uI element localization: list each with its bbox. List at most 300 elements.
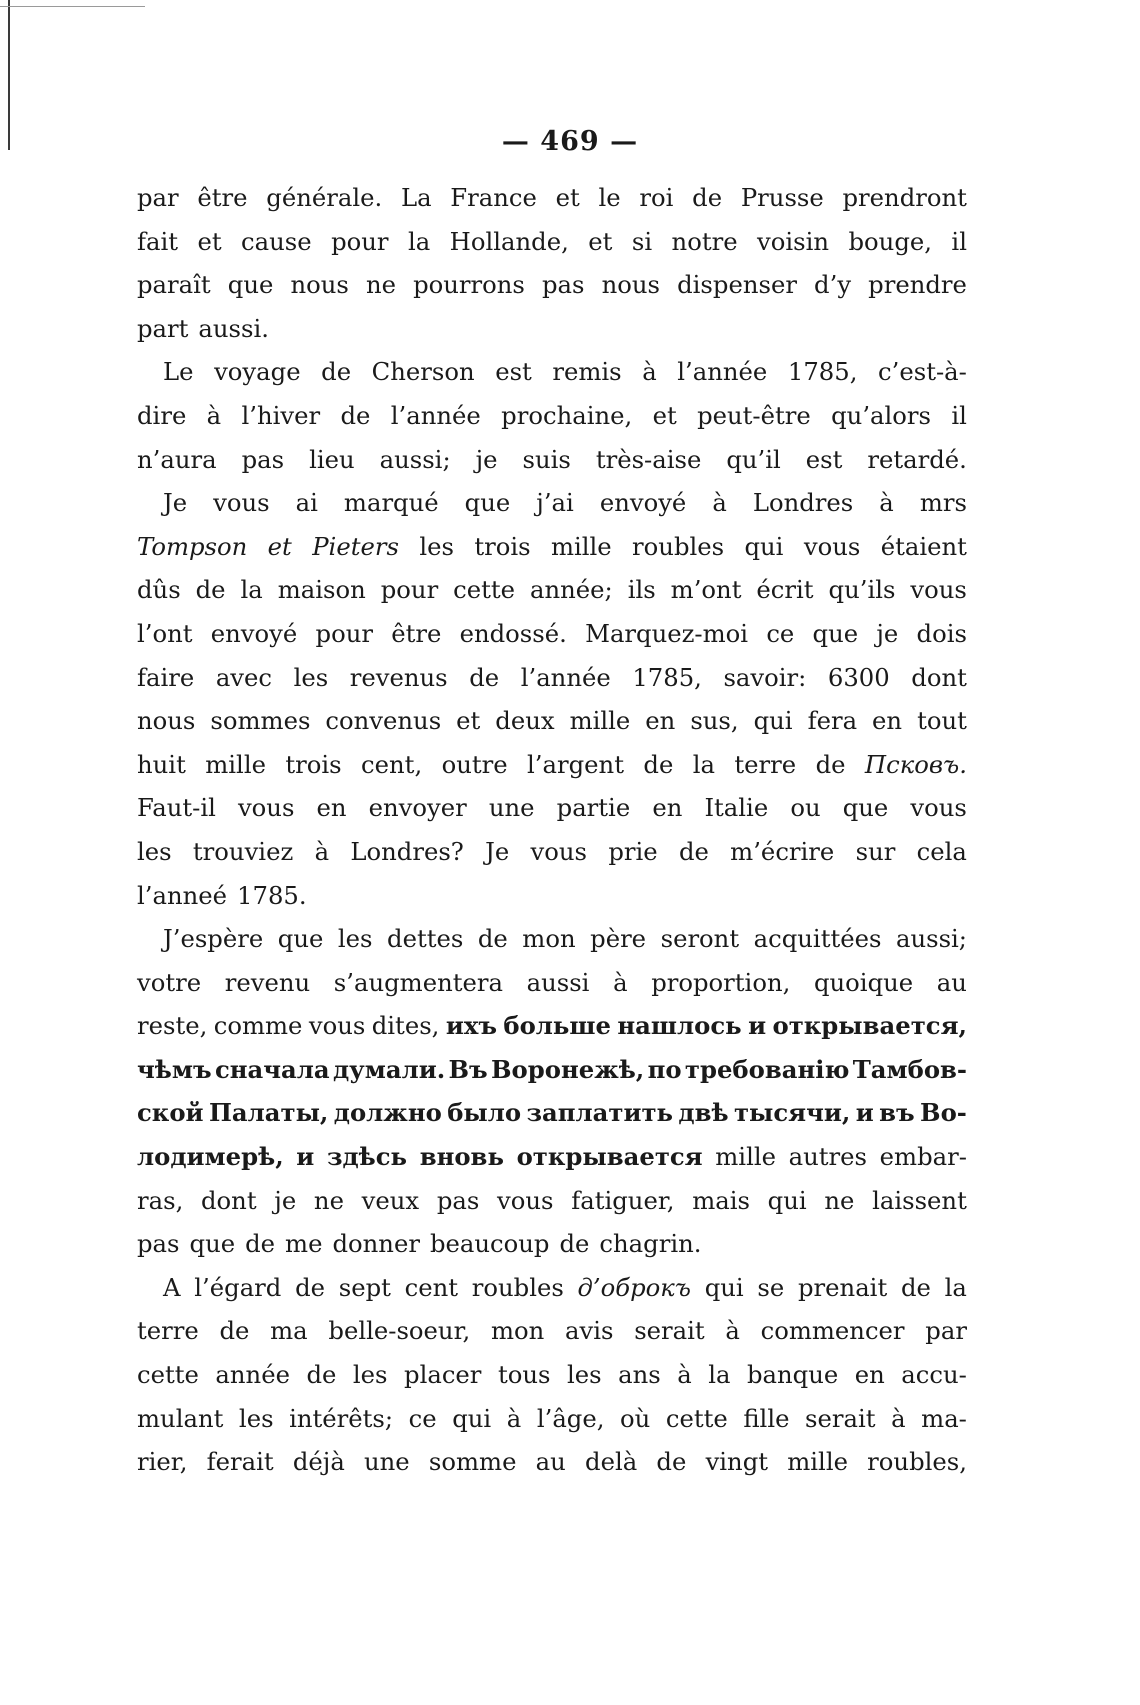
word: de (295, 1272, 326, 1302)
word: France (450, 183, 537, 212)
text-line (137, 1309, 967, 1353)
word: j’ai (536, 488, 574, 518)
word: mulant (137, 1403, 224, 1433)
word: сначала (214, 1054, 330, 1084)
word: sommes (210, 706, 311, 736)
word: acquittées (753, 924, 882, 954)
word: de (306, 1360, 337, 1390)
text-line (137, 786, 967, 830)
word: de (469, 662, 500, 692)
word: les (238, 1403, 274, 1433)
word: seront (660, 924, 740, 954)
word: embar- (879, 1142, 967, 1172)
word: mon (490, 1316, 545, 1346)
word: mrs (919, 488, 967, 518)
word: de (656, 1447, 687, 1477)
word: въ (879, 1098, 915, 1128)
word: ils (627, 575, 656, 605)
word: savoir: (723, 662, 807, 692)
word: que (227, 270, 274, 300)
text-line (137, 612, 967, 656)
word: l’année (390, 400, 481, 430)
word: prie (608, 836, 658, 866)
word: Je (485, 836, 510, 866)
word: pour (380, 575, 439, 605)
word: terre (137, 1316, 199, 1346)
text-line (137, 263, 967, 307)
word: dire (137, 400, 187, 430)
word: l’année (677, 357, 768, 387)
word: de (195, 575, 226, 605)
word: и (296, 1142, 315, 1172)
word: voyage (214, 357, 301, 387)
word: très-aise (595, 444, 702, 474)
word: les (566, 1360, 602, 1390)
word: д’оброкъ (577, 1272, 691, 1302)
word: que (277, 924, 324, 954)
word: prochaine, (501, 400, 633, 430)
word: prendront (842, 183, 967, 212)
word: l’égard (194, 1272, 282, 1302)
word: les (352, 1360, 388, 1390)
word: Londres? (350, 836, 464, 866)
word: outre (441, 749, 508, 779)
word: l’argent (527, 749, 624, 779)
text-line (137, 917, 967, 961)
word: tous (497, 1360, 551, 1390)
word: sus, (690, 706, 739, 736)
text-line (137, 656, 967, 700)
word: à (642, 357, 657, 387)
word: année; (530, 575, 613, 605)
word: que (189, 1229, 236, 1259)
word: aussi; (895, 924, 967, 954)
word: ской (137, 1098, 204, 1128)
word: m’ont (670, 575, 742, 605)
text-line (137, 1004, 967, 1048)
text-line (137, 1179, 967, 1223)
word: Cherson (371, 357, 475, 387)
word: les (293, 662, 329, 692)
word: en (854, 1360, 885, 1390)
word: somme (428, 1447, 517, 1477)
text-line (137, 220, 967, 264)
word: je (475, 444, 498, 474)
word: ans (618, 1360, 661, 1390)
word: de (477, 924, 508, 954)
word: vous (803, 531, 861, 561)
word: n’aura (137, 444, 217, 474)
word: cela (916, 836, 967, 866)
word: trois (285, 749, 342, 779)
word: est (495, 357, 532, 387)
word: envoyer (368, 793, 467, 823)
word: serait (805, 1403, 876, 1433)
text-line (137, 1222, 967, 1266)
word: accu- (901, 1360, 967, 1390)
word: qui (704, 1272, 744, 1302)
word: s’augmentera (333, 967, 503, 997)
word: dettes (387, 924, 464, 954)
word: placer (404, 1360, 482, 1390)
word: fatiguer, (571, 1185, 675, 1215)
word: de (815, 749, 846, 779)
word: fait (137, 226, 179, 256)
word: Псковъ. (864, 749, 967, 779)
text-line (137, 1353, 967, 1397)
word: serait (634, 1316, 705, 1346)
word: 6300 (827, 662, 890, 692)
word: à (879, 488, 894, 518)
word: au (535, 1447, 566, 1477)
word: c’est-à- (878, 357, 967, 387)
word: vous (910, 793, 967, 823)
word: Палаты, (208, 1098, 329, 1128)
text-line (137, 568, 967, 612)
word: de (678, 836, 709, 866)
text-line (137, 1266, 967, 1310)
text-line (137, 874, 967, 918)
word: envoyé (210, 618, 298, 648)
word: vous (530, 836, 588, 866)
word: pas (137, 1229, 180, 1259)
word: mille (550, 531, 612, 561)
word: de (643, 749, 674, 779)
word: Въ (448, 1054, 488, 1084)
word: qui (767, 1185, 807, 1215)
word: et (267, 531, 292, 561)
word: двѣ (678, 1098, 729, 1128)
word: ne (365, 270, 396, 300)
text-line (137, 350, 967, 394)
word: ai (295, 488, 318, 518)
word: d’y (814, 270, 852, 300)
word: à (725, 1316, 740, 1346)
word: par (137, 183, 179, 212)
word: trois (474, 531, 531, 561)
word: belle-soeur, (328, 1316, 471, 1346)
word: peut-être (697, 400, 811, 430)
word: déjà (292, 1447, 345, 1477)
word: здѣсь (326, 1142, 408, 1172)
word: Pieters (312, 531, 399, 561)
word: générale. (266, 183, 383, 212)
word: de (340, 400, 371, 430)
word: à (613, 967, 628, 997)
word: à (712, 488, 727, 518)
word: dont (911, 662, 967, 692)
word: partie (556, 793, 631, 823)
word: autres (788, 1142, 868, 1172)
word: beaucoup (429, 1229, 550, 1259)
word: roubles (632, 531, 725, 561)
word: ne (313, 1185, 344, 1215)
word: je (876, 618, 899, 648)
word: sur (855, 836, 896, 866)
word: 1785, (632, 662, 702, 692)
word: l’ont (137, 618, 193, 648)
word: envoyé (599, 488, 687, 518)
word: pourrons (413, 270, 525, 300)
word: en (645, 706, 676, 736)
word: vous (213, 488, 270, 518)
word: les (419, 531, 454, 561)
word: думали. (332, 1054, 446, 1084)
word: prendre (868, 270, 967, 300)
word: pas (241, 444, 285, 474)
word: fille (743, 1403, 790, 1433)
word: Tompson (137, 531, 248, 561)
word: 1785. (237, 880, 307, 910)
word: Во- (920, 1098, 967, 1128)
word: écrit (756, 575, 814, 605)
word: de (245, 1229, 276, 1259)
word: il (951, 400, 967, 430)
word: vous (308, 1011, 366, 1041)
word: aussi; (379, 444, 451, 474)
word: quoique (813, 967, 914, 997)
word: avis (565, 1316, 614, 1346)
word: de (900, 1272, 931, 1302)
word: Hollande, (449, 226, 569, 256)
word: votre (137, 967, 202, 997)
word: ce (766, 618, 795, 648)
word: qui (452, 1403, 492, 1433)
word: mon (522, 924, 576, 954)
word: cette (453, 575, 516, 605)
word: aussi (526, 967, 590, 997)
word: le (598, 183, 621, 212)
word: huit (137, 749, 186, 779)
word: mille (787, 1447, 848, 1477)
word: faire (137, 662, 195, 692)
word: ferait (206, 1447, 274, 1477)
word: de (692, 183, 723, 212)
word: deux (495, 706, 555, 736)
word: vous (497, 1185, 554, 1215)
word: ne (824, 1185, 855, 1215)
word: à (891, 1403, 906, 1433)
word: больше (503, 1011, 611, 1041)
word: à (506, 1403, 522, 1433)
word: было (447, 1098, 522, 1128)
word: требованію (684, 1054, 850, 1084)
word: de (219, 1316, 250, 1346)
word: à (677, 1360, 692, 1390)
word: se (757, 1272, 785, 1302)
word: чѣмъ (137, 1054, 212, 1084)
word: en (872, 706, 903, 736)
word: rier, (137, 1447, 188, 1477)
word: pas (436, 1185, 480, 1215)
word: notre (671, 226, 738, 256)
word: voisin (757, 226, 830, 256)
word: Italie (704, 793, 769, 823)
word: roubles (471, 1272, 564, 1302)
word: et (456, 706, 481, 736)
word: nous (290, 270, 349, 300)
word: bouge, (848, 226, 932, 256)
word: étaient (880, 531, 967, 561)
word: en (316, 793, 347, 823)
text-line (137, 438, 967, 482)
word: et (555, 183, 580, 212)
word: по (647, 1054, 682, 1084)
word: Londres (752, 488, 854, 518)
word: и (855, 1098, 874, 1128)
word: et (588, 226, 613, 256)
word: laissent (872, 1185, 967, 1215)
word: fera (807, 706, 858, 736)
text-line (137, 1440, 967, 1484)
text-line (137, 1135, 967, 1179)
word: заплатить (526, 1098, 674, 1128)
word: cent, (361, 749, 423, 779)
word: вновь (419, 1142, 504, 1172)
word: нашлось (617, 1011, 742, 1041)
word: Je (163, 488, 188, 518)
word: ma- (921, 1403, 967, 1433)
word: dûs (137, 575, 181, 605)
word: me (285, 1229, 323, 1259)
text-line (137, 830, 967, 874)
word: que (842, 793, 889, 823)
word: mais (692, 1185, 750, 1215)
word: Le (163, 357, 194, 387)
text-line (137, 743, 967, 787)
word: cette (137, 1360, 199, 1390)
word: veux (361, 1185, 420, 1215)
word: année (215, 1360, 290, 1390)
word: retardé. (867, 444, 967, 474)
page-number: — 469 — (501, 126, 639, 157)
word: maison (277, 575, 366, 605)
word: mille (715, 1142, 776, 1172)
word: au (936, 967, 967, 997)
word: dois (916, 618, 967, 648)
word: открывается, (772, 1011, 967, 1041)
word: une (488, 793, 535, 823)
word: pour (331, 226, 389, 256)
word: trouviez (192, 836, 294, 866)
word: que (812, 618, 859, 648)
word: et (197, 226, 222, 256)
word: тысячи, (733, 1098, 851, 1128)
word: должно (333, 1098, 442, 1128)
word: mille (205, 749, 266, 779)
word: les (337, 924, 373, 954)
word: je (274, 1185, 297, 1215)
word: ce (408, 1403, 437, 1433)
word: que (464, 488, 511, 518)
word: Prusse (740, 183, 824, 212)
word: 1785, (787, 357, 858, 387)
word: part (137, 313, 189, 343)
word: ma (270, 1316, 308, 1346)
word: remis (552, 357, 622, 387)
word: avec (215, 662, 273, 692)
word: en (652, 793, 683, 823)
word: la (407, 226, 431, 256)
word: convenus (325, 706, 442, 736)
word: reste, (137, 1011, 208, 1041)
word: prenait (798, 1272, 888, 1302)
text-line (137, 481, 967, 525)
word: и (748, 1011, 767, 1041)
word: qu’ils (828, 575, 896, 605)
word: la (240, 575, 263, 605)
word: aussi. (198, 313, 269, 343)
word: être (391, 618, 442, 648)
word: qu’alors (831, 400, 932, 430)
word: de (559, 1229, 590, 1259)
word: roi (639, 183, 674, 212)
word: de (321, 357, 352, 387)
word: banque (746, 1360, 839, 1390)
word: il (951, 226, 967, 256)
word: nous (601, 270, 661, 300)
word: La (400, 183, 432, 212)
word: pour (315, 618, 373, 648)
word: à (314, 836, 330, 866)
word: chagrin. (599, 1229, 702, 1259)
word: comme (213, 1011, 303, 1041)
word: revenus (349, 662, 448, 692)
word: dispenser (677, 270, 797, 300)
word: père (590, 924, 647, 954)
word: dont (201, 1185, 257, 1215)
scan-edge-top (0, 6, 145, 7)
word: est (805, 444, 843, 474)
word: les (137, 836, 172, 866)
word: une (364, 1447, 410, 1477)
word: par (925, 1316, 967, 1346)
word: si (631, 226, 653, 256)
word: ихъ (445, 1011, 497, 1041)
text-line (137, 1397, 967, 1441)
word: marqué (343, 488, 439, 518)
word: delà (585, 1447, 638, 1477)
text-line (137, 394, 967, 438)
text-line (137, 961, 967, 1005)
word: paraît (137, 270, 211, 300)
word: Воронежѣ, (491, 1054, 645, 1084)
word: suis (522, 444, 571, 474)
word: cette (665, 1403, 728, 1433)
word: la (708, 1360, 731, 1390)
word: donner (332, 1229, 420, 1259)
word: cause (241, 226, 312, 256)
text-line (137, 176, 967, 220)
word: terre (734, 749, 797, 779)
word: endossé. (459, 618, 567, 648)
word: la (944, 1272, 967, 1302)
word: l’âge, (536, 1403, 605, 1433)
text-line (137, 1091, 967, 1135)
word: открывается (516, 1142, 703, 1172)
word: mille (569, 706, 631, 736)
word: commencer (760, 1316, 905, 1346)
word: proportion, (651, 967, 791, 997)
word: J’espère (163, 924, 264, 954)
word: cent (404, 1272, 459, 1302)
word: Marquez-moi (585, 618, 749, 648)
word: m’écrire (730, 836, 835, 866)
word: dites, (371, 1011, 440, 1041)
word: ras, (137, 1185, 184, 1215)
text-line (137, 1048, 967, 1092)
word: revenu (224, 967, 311, 997)
